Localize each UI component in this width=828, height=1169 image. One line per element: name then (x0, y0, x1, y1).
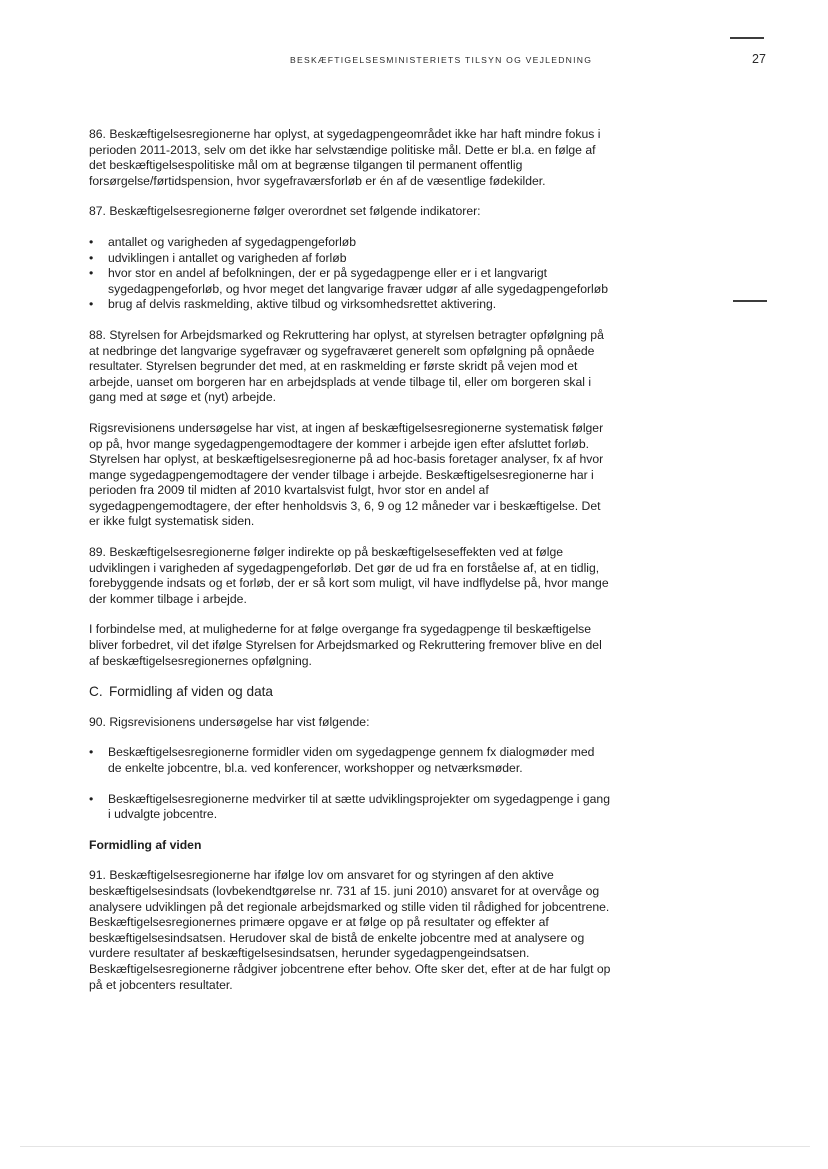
margin-rule (733, 300, 767, 302)
paragraph-89: 89. Beskæftigelsesregionerne følger indirekte op på beskæftigelseseffekten ved at følge udviklingen i varigheden af sygedagpengeforløb. Det gør de ud fra en forståelse af, at en tidlig, forebyggende indsats og et forløb, der er så kort som muligt, vil have indflydelse på, hvor mange der kommer tilbage i arbejde. (89, 545, 609, 606)
paragraph-89-continued: I forbindelse med, at mulighederne for at følge overgange fra sygedagpenge til beskæftigelse bliver forbedret, vil det ifølge Styrelsen for Arbejdsmarked og Rekruttering fremover blive en del af beskæftigelsesregionernes opfølgning. (89, 622, 602, 668)
header-rule (730, 37, 764, 39)
paragraph-91: 91. Beskæftigelsesregionerne har ifølge lov om ansvaret for og styringen af den aktive beskæftigelsesindsats (lovbekendtgørelse nr. 731 af 15. juni 2010) ansvaret for at overvåge og analysere udviklingen på det regionale arbejdsmarked og stille viden til rådighed for jobcentrene. Beskæftigelsesregionernes primære opgave er at følge op på resultater og effekter af beskæftigelsesindsatsen. Herudover skal de bistå de enkelte jobcentre med at analysere og vurdere resultater af beskæftigelsesindsatsen, herunder sygedagpengeindsatsen. Beskæftigelsesregionerne rådgiver jobcentrene efter behov. Ofte sker det, efter at de har fulgt op på et jobcenters resultater. (89, 868, 611, 992)
indicator-list (89, 235, 611, 313)
paragraph-87: 87. Beskæftigelsesregionerne følger overordnet set følgende indikatorer: (89, 204, 481, 219)
findings-list (89, 745, 611, 822)
section-letter: C. (89, 684, 103, 700)
paragraph-90: 90. Rigsrevisionens undersøgelse har vist følgende: (89, 714, 370, 729)
list-item: • Beskæftigelsesregionerne formidler viden om sygedagpenge gennem fx dialogmøder med de enkelte jobcentre, bl.a. ved konferencer, workshopper og netværksmøder. (89, 745, 611, 776)
footer-divider (20, 1146, 810, 1147)
list-item: • antallet og varigheden af sygedagpengeforløb (89, 235, 611, 251)
paragraph-88-continued: Rigsrevisionens undersøgelse har vist, at ingen af beskæftigelsesregionerne systematisk følger op på, hvor mange sygedagpengemodtagere der kommer i arbejde igen efter afsluttet forløb. Styrelsen har oplyst, at beskæftigelsesregionerne på ad hoc-basis foretager analyser, fx af hvor mange sygedagpengemodtagere der vender tilbage i arbejde. Beskæftigelsesregionerne har i perioden fra 2009 til midten af 2010 kvartalsvist fulgt, hvor stor en andel af sygedagpengemodtagere, der efter henholdsvis 3, 6, 9 og 12 måneder var i beskæftigelse. Det er ikke fulgt systematisk siden. (89, 420, 604, 529)
list-item: • brug af delvis raskmelding, aktive tilbud og virksomhedsrettet aktivering. (89, 297, 611, 313)
section-heading (89, 684, 611, 700)
page-body (89, 127, 611, 1008)
subheading: Formidling af viden (89, 837, 202, 852)
paragraph-86: 86. Beskæftigelsesregionerne har oplyst, at sygedagpengeområdet ikke har haft mindre fokus i perioden 2011-2013, selv om det ikke har selvstændige politiske mål. Dette er bl.a. en følge af det beskæftigelsespolitiske mål om at begrænse tilgangen til permanent offentlig forsørgelse/førtidspension, hvor sygefraværsforløb er én af de væsentlige fødekilder. (89, 127, 601, 188)
list-item: • Beskæftigelsesregionerne medvirker til at sætte udviklingsprojekter om sygedagpenge i gang i udvalgte jobcentre. (89, 792, 611, 823)
paragraph-88: 88. Styrelsen for Arbejdsmarked og Rekruttering har oplyst, at styrelsen betragter opfølgning på at nedbringe det langvarige sygefravær og sygefraværet generelt som opfølgning på opnåede resultater. Styrelsen begrunder det med, at en raskmelding er første skridt på vejen mod et arbejde, uanset om borgeren har en arbejdsplads at vende tilbage til, eller om borgeren skal i gang med at søge et (nyt) arbejde. (89, 327, 604, 405)
page-number: 27 (752, 52, 766, 66)
running-header-title: BESKÆFTIGELSESMINISTERIETS TILSYN OG VEJLEDNING (290, 55, 593, 65)
list-item: • hvor stor en andel af befolkningen, der er på sygedagpenge eller er i et langvarigt sygedagpengeforløb, og hvor meget det langvarige fravær udgør af alle sygedagpengeforløb (89, 266, 611, 297)
section-title: Formidling af viden og data (109, 684, 273, 700)
list-item: • udviklingen i antallet og varigheden af forløb (89, 251, 611, 267)
